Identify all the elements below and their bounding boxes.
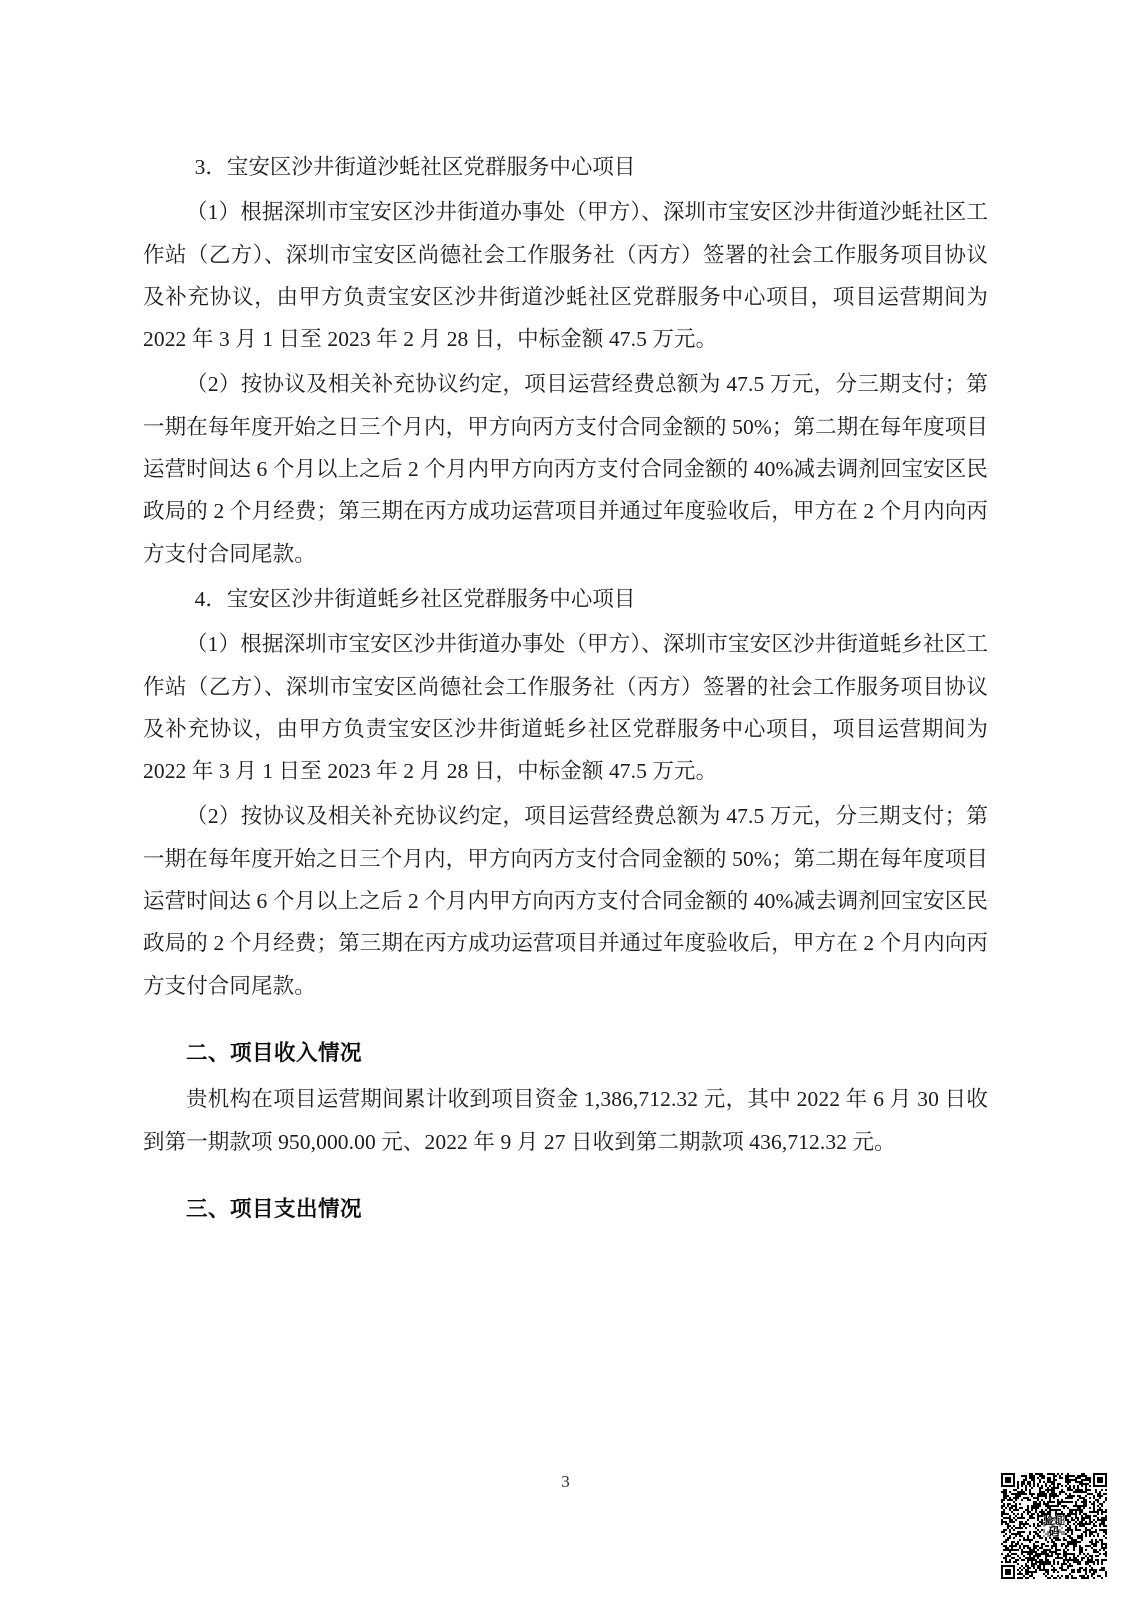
qr-stamp-label: 验证码 — [1043, 1514, 1065, 1538]
spacer — [143, 1163, 988, 1189]
spacer — [143, 1007, 988, 1033]
income-paragraph: 贵机构在项目运营期间累计收到项目资金 1,386,712.32 元，其中 2022 年 6 月 30 日收到第一期款项 950,000.00 元、2022 年 9 月 27 日收到第二期款项 436,712.32 元。 — [143, 1087, 988, 1154]
project-item-heading-4: 4．宝安区沙井街道蚝乡社区党群服务中心项目 — [194, 586, 636, 611]
verification-qr-stamp — [1001, 1473, 1107, 1579]
section-heading-expenditure: 三、项目支出情况 — [186, 1196, 363, 1222]
project-item-heading-3: 3．宝安区沙井街道沙蚝社区党群服务中心项目 — [194, 155, 636, 179]
section-heading-income: 二、项目收入情况 — [186, 1040, 363, 1066]
project-4-clause-1: （1）根据深圳市宝安区沙井街道办事处（甲方）、深圳市宝安区沙井街道蚝乡社区工作站（乙方）、深圳市宝安区尚德社会工作服务社（丙方）签署的社会工作服务项目协议及补充协议，由甲方负责宝安区沙井街道蚝乡社区党群服务中心项目，项目运营期间为 2022 年 3 月 1 日至 2023 年 2 月 28 日，中标金额 47.5 万元。 — [143, 632, 988, 784]
project-3-clause-2: （2）按协议及相关补充协议约定，项目运营经费总额为 47.5 万元，分三期支付；第一期在每年度开始之日三个月内，甲方向丙方支付合同金额的 50%；第二期在每年度项目运营时间达 6 个月以上之后 2 个月内甲方向丙方支付合同金额的 40%减去调剂回宝安区民政局的 2 个月经费；第三期在丙方成功运营项目并通过年度验收后，甲方在 2 个月内向丙方支付合同尾款。 — [143, 372, 988, 566]
project-4-clause-2: （2）按协议及相关补充协议约定，项目运营经费总额为 47.5 万元，分三期支付；第一期在每年度开始之日三个月内，甲方向丙方支付合同金额的 50%；第二期在每年度项目运营时间达 6 个月以上之后 2 个月内甲方向丙方支付合同金额的 40%减去调剂回宝安区民政局的 2 个月经费；第三期在丙方成功运营项目并通过年度验收后，甲方在 2 个月内向丙方支付合同尾款。 — [143, 804, 988, 998]
document-body — [143, 146, 988, 1231]
project-3-clause-1: （1）根据深圳市宝安区沙井街道办事处（甲方）、深圳市宝安区沙井街道沙蚝社区工作站（乙方）、深圳市宝安区尚德社会工作服务社（丙方）签署的社会工作服务项目协议及补充协议，由甲方负责宝安区沙井街道沙蚝社区党群服务中心项目，项目运营期间为 2022 年 3 月 1 日至 2023 年 2 月 28 日，中标金额 47.5 万元。 — [143, 200, 988, 352]
page-number: 3 — [561, 1472, 570, 1491]
